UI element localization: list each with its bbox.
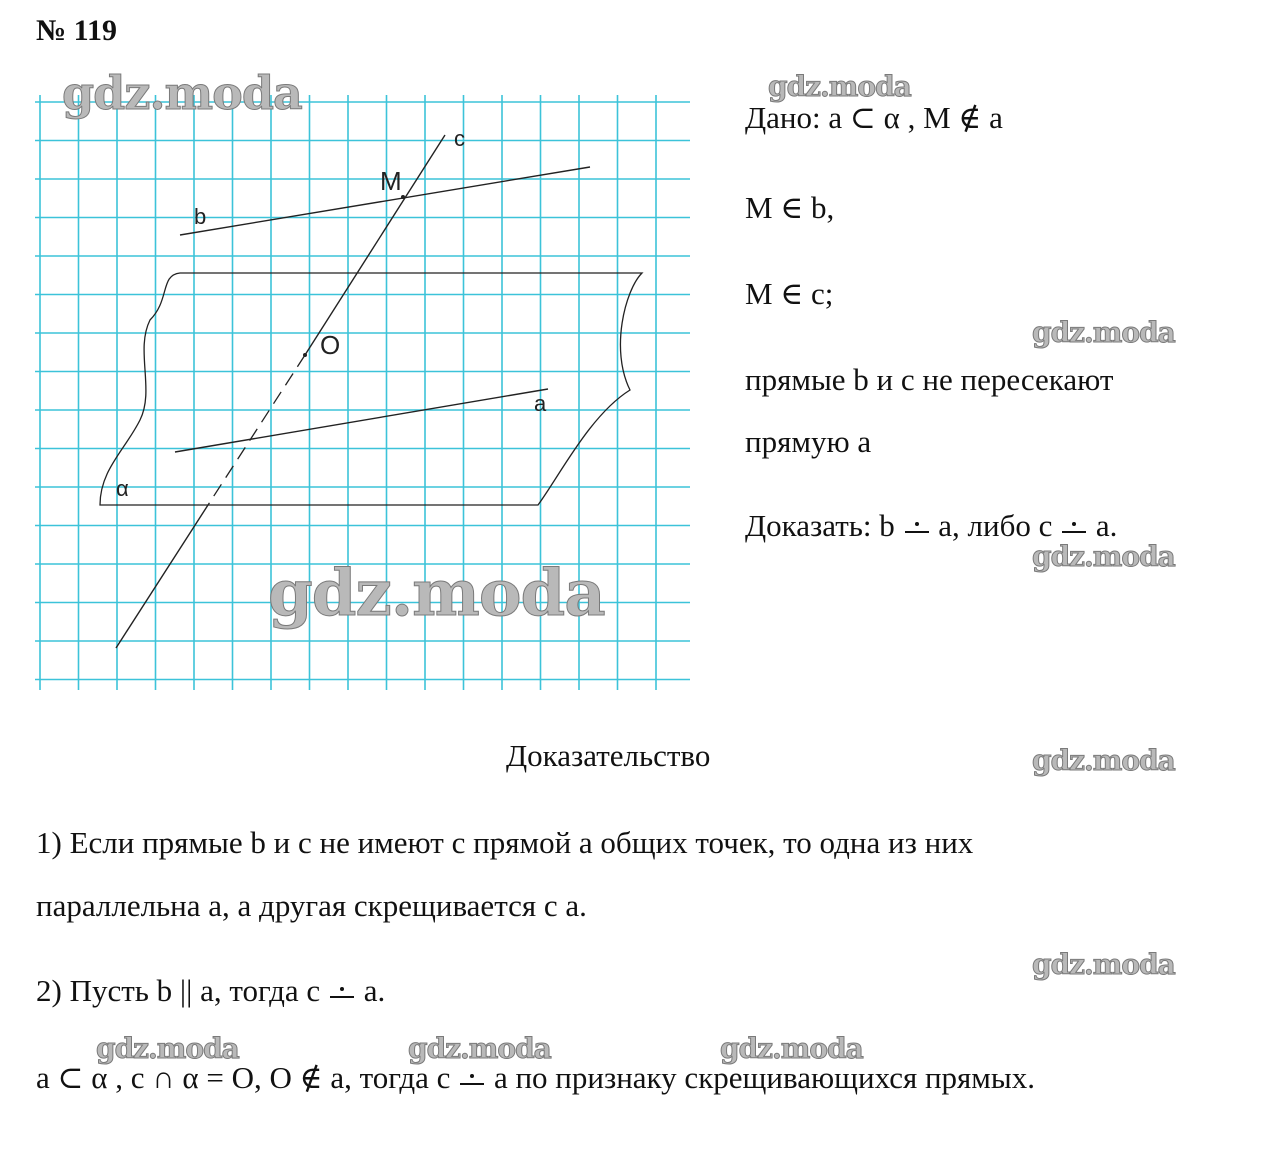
skew-symbol bbox=[903, 521, 931, 537]
label-c: c bbox=[454, 126, 465, 151]
line-c-upper bbox=[305, 135, 445, 355]
label-alpha: α bbox=[116, 476, 129, 501]
proof-p1-line2: параллельна a, а другая скрещивается с a. bbox=[36, 888, 587, 923]
watermark: gdz.moda bbox=[1032, 744, 1175, 777]
watermark: gdz.moda bbox=[62, 66, 302, 120]
label-a: a bbox=[534, 391, 547, 416]
given-line-5: прямую a bbox=[745, 424, 872, 459]
label-b: b bbox=[194, 204, 207, 229]
label-M: M bbox=[380, 166, 402, 196]
proof-p2 bbox=[36, 973, 385, 1009]
skew-symbol bbox=[1060, 521, 1088, 537]
watermark: gdz.moda bbox=[720, 1032, 863, 1065]
prove-mid: a, либо c bbox=[938, 508, 1053, 543]
given-line-2: M ∈ b, bbox=[745, 190, 835, 225]
line-c-hidden bbox=[208, 355, 305, 505]
plane-alpha bbox=[100, 273, 642, 505]
prove-statement bbox=[745, 508, 1117, 544]
point-O bbox=[303, 353, 307, 357]
proof-heading: Доказательство bbox=[506, 738, 711, 773]
given-line-1: Дано: a ⊂ α , M ∉ a bbox=[745, 100, 1003, 135]
label-O: O bbox=[320, 330, 341, 360]
watermark: gdz.moda bbox=[1032, 316, 1175, 349]
watermark: gdz.moda bbox=[1032, 948, 1175, 981]
proof-p3 bbox=[36, 1060, 1035, 1096]
given-line-4: прямые b и c не пересекают bbox=[745, 362, 1114, 397]
watermark: gdz.moda bbox=[768, 70, 911, 103]
watermark: gdz.moda bbox=[408, 1032, 551, 1065]
proof-p1-line1: 1) Если прямые b и c не имеют с прямой a общих точек, то одна из них bbox=[36, 825, 974, 860]
watermark: gdz.moda bbox=[96, 1032, 239, 1065]
proof-p3-prefix: a ⊂ α , c ∩ α = O, O ∉ a, тогда c bbox=[36, 1060, 451, 1095]
proof-p2-suffix: a. bbox=[363, 973, 386, 1008]
task-number: № 119 bbox=[36, 14, 117, 47]
given-line-3: M ∈ c; bbox=[745, 276, 834, 311]
proof-p2-prefix: 2) Пусть b || a, тогда c bbox=[36, 973, 321, 1008]
prove-prefix: Доказать: b bbox=[745, 508, 895, 543]
skew-symbol bbox=[458, 1073, 486, 1089]
proof-p3-suffix: a по признаку скрещивающихся прямых. bbox=[493, 1060, 1035, 1095]
watermark: gdz.moda bbox=[1032, 540, 1175, 573]
watermark: gdz.moda bbox=[268, 556, 605, 631]
line-a bbox=[175, 389, 548, 452]
skew-symbol bbox=[328, 986, 356, 1002]
prove-suffix: a. bbox=[1095, 508, 1118, 543]
